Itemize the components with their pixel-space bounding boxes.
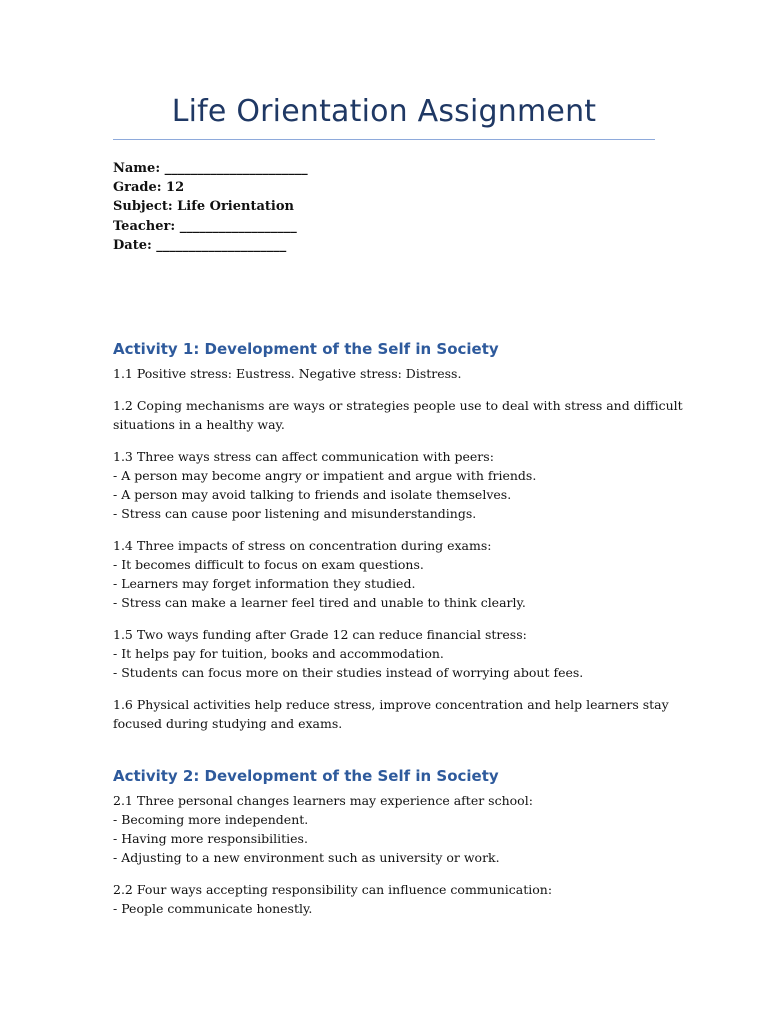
date-field: Date: ____________________ — [113, 237, 287, 253]
teacher-field: Teacher: __________________ — [113, 218, 297, 234]
answer-line: situations in a healthy way. — [113, 417, 285, 432]
answer-text: 1.5 Two ways funding after Grade 12 can reduce financial stress: — [113, 627, 527, 642]
answer-paragraph — [113, 625, 643, 682]
answer-paragraph — [113, 536, 643, 612]
answer-paragraph — [113, 364, 643, 383]
answer-line: - Stress can make a learner feel tired and unable to think clearly. — [113, 595, 526, 610]
title-divider — [113, 139, 655, 140]
subject-field: Subject: Life Orientation — [113, 199, 294, 215]
grade-field: Grade: 12 — [113, 180, 185, 196]
activity-heading: Activity 2: Development of the Self in Society — [113, 767, 499, 785]
activity-heading: Activity 1: Development of the Self in Society — [113, 340, 499, 358]
answer-line: - Having more responsibilities. — [113, 831, 308, 846]
answer-line: focused during studying and exams. — [113, 716, 343, 731]
answer-line: - It becomes difficult to focus on exam questions. — [113, 557, 424, 572]
activity-section-1 — [113, 339, 683, 746]
answer-line: - Becoming more independent. — [113, 812, 309, 827]
answer-line: - Stress can cause poor listening and misunderstandings. — [113, 506, 477, 521]
answer-paragraph — [113, 447, 643, 523]
answer-text: 1.4 Three impacts of stress on concentration during exams: — [113, 538, 492, 553]
answer-line: - Adjusting to a new environment such as university or work. — [113, 850, 500, 865]
answer-paragraph — [113, 880, 643, 918]
student-info-block — [113, 159, 633, 255]
answer-line: - A person may become angry or impatient and argue with friends. — [113, 468, 537, 483]
answer-paragraph — [113, 396, 683, 434]
answer-text: 1.2 Coping mechanisms are ways or strategies people use to deal with stress and difficult — [113, 398, 683, 413]
answer-text: 2.1 Three personal changes learners may experience after school: — [113, 793, 533, 808]
answer-line: - A person may avoid talking to friends and isolate themselves. — [113, 487, 512, 502]
answer-line: - Students can focus more on their studies instead of worrying about fees. — [113, 665, 584, 680]
answer-text: 1.1 Positive stress: Eustress. Negative stress: Distress. — [113, 366, 462, 381]
answer-paragraph — [113, 695, 669, 733]
answer-text: 2.2 Four ways accepting responsibility can influence communication: — [113, 882, 553, 897]
activity-section-2 — [113, 766, 643, 931]
answer-text: 1.6 Physical activities help reduce stress, improve concentration and help learners stay — [113, 697, 669, 712]
answer-line: - It helps pay for tuition, books and accommodation. — [113, 646, 444, 661]
answer-text: 1.3 Three ways stress can affect communication with peers: — [113, 449, 494, 464]
answer-paragraph — [113, 791, 643, 867]
name-field: Name: ______________________ — [113, 161, 308, 176]
document-title: Life Orientation Assignment — [171, 94, 597, 129]
answer-line: - People communicate honestly. — [113, 901, 313, 916]
answer-line: - Learners may forget information they studied. — [113, 576, 416, 591]
